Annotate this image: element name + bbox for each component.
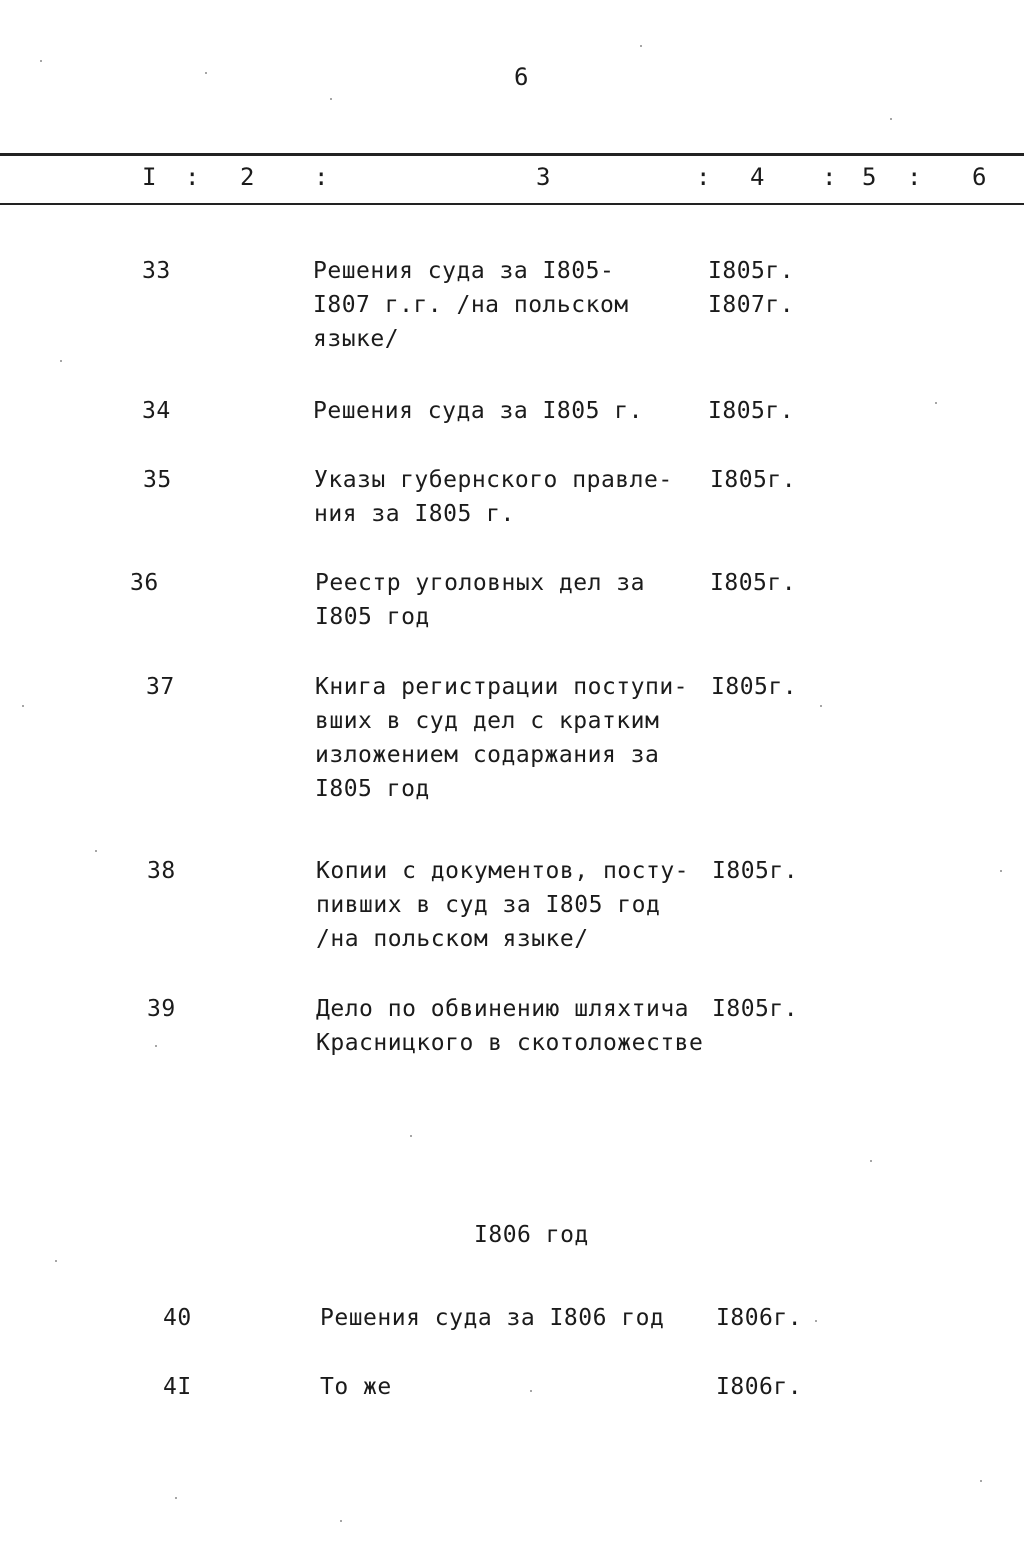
header-col-4: 4 <box>750 163 765 191</box>
header-separator: : <box>822 163 837 191</box>
entry-number: 36 <box>130 570 159 596</box>
scan-speck <box>40 60 42 62</box>
entry-description: Указы губернского правле- ния за I805 г. <box>314 467 673 527</box>
header-col-5: 5 <box>862 163 877 191</box>
header-separator: : <box>907 163 922 191</box>
scan-speck <box>205 72 207 74</box>
scan-speck <box>815 1320 817 1322</box>
scan-speck <box>1000 870 1002 872</box>
scan-speck <box>820 705 822 707</box>
entry-date: I806г. <box>716 1305 803 1331</box>
entry-date: I805г. <box>710 570 797 596</box>
header-separator: : <box>185 163 200 191</box>
entry-date: I805г. <box>712 996 799 1022</box>
scan-speck <box>530 1390 532 1392</box>
scan-speck <box>155 1045 157 1047</box>
entry-description: Дело по обвинению шляхтича Красницкого в скотоложестве <box>316 996 704 1056</box>
entry-number: 38 <box>147 858 176 884</box>
entry-number: 33 <box>142 258 171 284</box>
header-col-6: 6 <box>972 163 987 191</box>
entry-date: I805г. I807г. <box>708 258 795 318</box>
header-col-3: 3 <box>536 163 551 191</box>
entry-number: 40 <box>163 1305 192 1331</box>
entry-description: Книга регистрации поступи- вших в суд дел с кратким изложением содаржания за I805 год <box>315 674 689 802</box>
header-separator: : <box>696 163 711 191</box>
entry-description: Решения суда за I806 год <box>320 1305 665 1331</box>
entry-date: I806г. <box>716 1374 803 1400</box>
header-col-1: I <box>142 163 157 191</box>
scan-speck <box>410 1135 412 1137</box>
header-rule-bottom <box>0 203 1024 205</box>
scan-speck <box>95 850 97 852</box>
section-title: I806 год <box>474 1222 589 1248</box>
scan-speck <box>935 402 937 404</box>
entry-number: 37 <box>146 674 175 700</box>
scan-speck <box>175 1497 177 1499</box>
scan-speck <box>980 1480 982 1482</box>
entry-number: 35 <box>143 467 172 493</box>
entry-number: 39 <box>147 996 176 1022</box>
entry-date: I805г. <box>708 398 795 424</box>
entry-description: Решения суда за I805- I807 г.г. /на польском языке/ <box>313 258 629 352</box>
entry-description: То же <box>320 1374 392 1400</box>
entry-number: 34 <box>142 398 171 424</box>
scan-speck <box>870 1160 872 1162</box>
scan-speck <box>640 45 642 47</box>
entry-date: I805г. <box>712 858 799 884</box>
scan-speck <box>22 705 24 707</box>
entry-description: Решения суда за I805 г. <box>313 398 643 424</box>
entry-description: Копии с документов, посту- пивших в суд за I805 год /на польском языке/ <box>316 858 690 952</box>
page-number: 6 <box>514 63 529 91</box>
entry-date: I805г. <box>710 467 797 493</box>
entry-number: 4I <box>163 1374 192 1400</box>
scan-speck <box>55 1260 57 1262</box>
entry-date: I805г. <box>711 674 798 700</box>
scan-speck <box>60 360 62 362</box>
header-separator: : <box>314 163 329 191</box>
scan-speck <box>340 1520 342 1522</box>
scan-speck <box>890 118 892 120</box>
header-col-2: 2 <box>240 163 255 191</box>
entry-description: Реестр уголовных дел за I805 год <box>315 570 645 630</box>
header-rule-top <box>0 153 1024 156</box>
scan-speck <box>330 98 332 100</box>
